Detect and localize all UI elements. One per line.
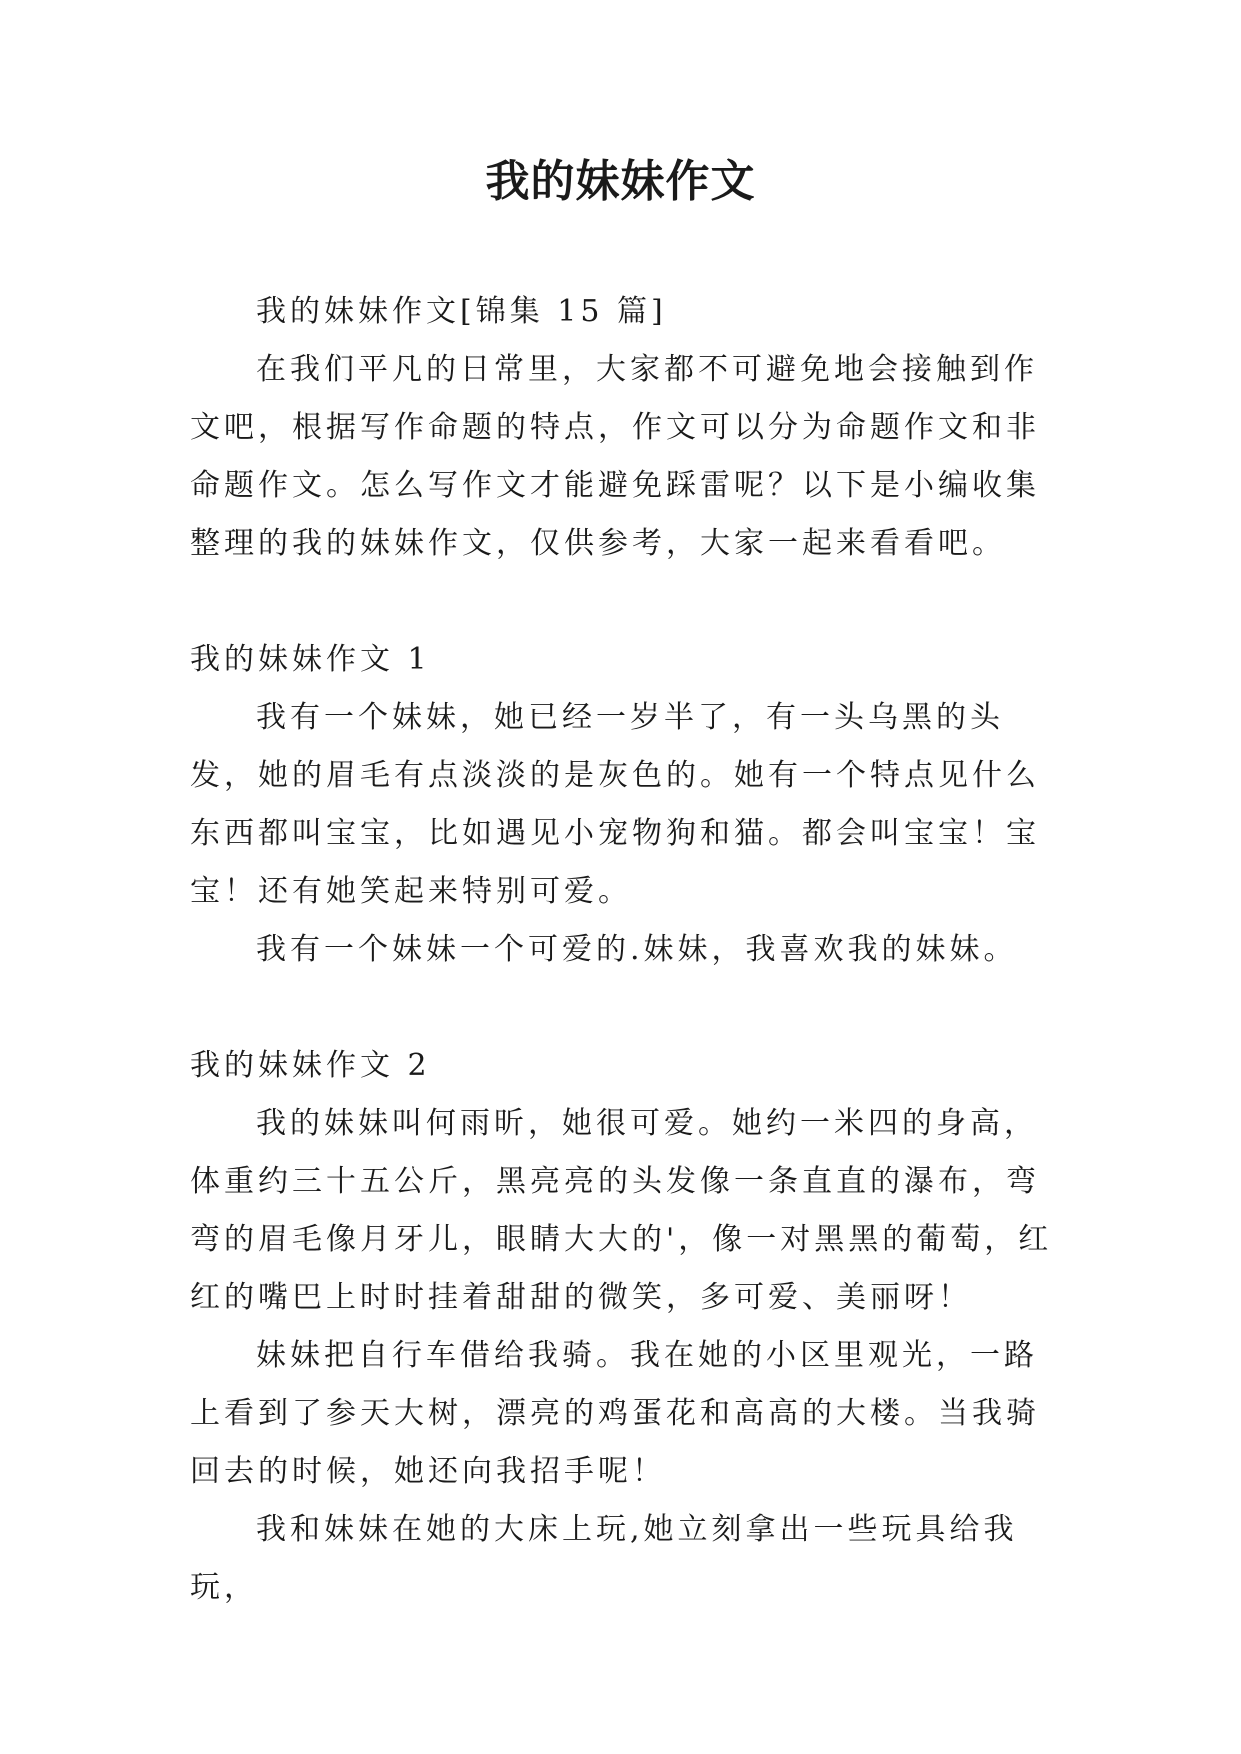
document-subtitle: 我的妹妹作文[锦集 15 篇] bbox=[256, 294, 667, 329]
section-spacer bbox=[190, 979, 1056, 1037]
document-body bbox=[190, 283, 1056, 1617]
intro-paragraph: 在我们平凡的日常里，大家都不可避免地会接触到作文吧，根据写作命题的特点，作文可以分为命题作文和非命题作文。怎么写作文才能避免踩雷呢？以下是小编收集整理的我的妹妹作文，仅供参考，大家一起来看看吧。 bbox=[190, 352, 1040, 561]
section-paragraph: 我有一个妹妹一个可爱的.妹妹，我喜欢我的妹妹。 bbox=[256, 932, 1018, 967]
section-1 bbox=[190, 631, 1056, 979]
section-paragraph: 妹妹把自行车借给我骑。我在她的小区里观光，一路上看到了参天大树，漂亮的鸡蛋花和高高的大楼。当我骑回去的时候，她还向我招手呢！ bbox=[190, 1338, 1040, 1489]
section-paragraph: 我和妹妹在她的大床上玩,她立刻拿出一些玩具给我玩， bbox=[190, 1512, 1018, 1605]
section-heading: 我的妹妹作文 2 bbox=[190, 1048, 431, 1083]
section-paragraph: 我有一个妹妹，她已经一岁半了，有一头乌黑的头发，她的眉毛有点淡淡的是灰色的。她有一个特点见什么东西都叫宝宝，比如遇见小宠物狗和猫。都会叫宝宝！宝宝！还有她笑起来特别可爱。 bbox=[190, 700, 1040, 909]
section-paragraph: 我的妹妹叫何雨昕，她很可爱。她约一米四的身高，体重约三十五公斤，黑亮亮的头发像一条直直的瀑布，弯弯的眉毛像月牙儿，眼睛大大的'，像一对黑黑的葡萄，红红的嘴巴上时时挂着甜甜的微笑，多可爱、美丽呀！ bbox=[190, 1106, 1053, 1315]
section-spacer bbox=[190, 573, 1056, 631]
section-heading: 我的妹妹作文 1 bbox=[190, 642, 431, 677]
section-2 bbox=[190, 1037, 1056, 1617]
document-title: 我的妹妹作文 bbox=[485, 156, 756, 207]
